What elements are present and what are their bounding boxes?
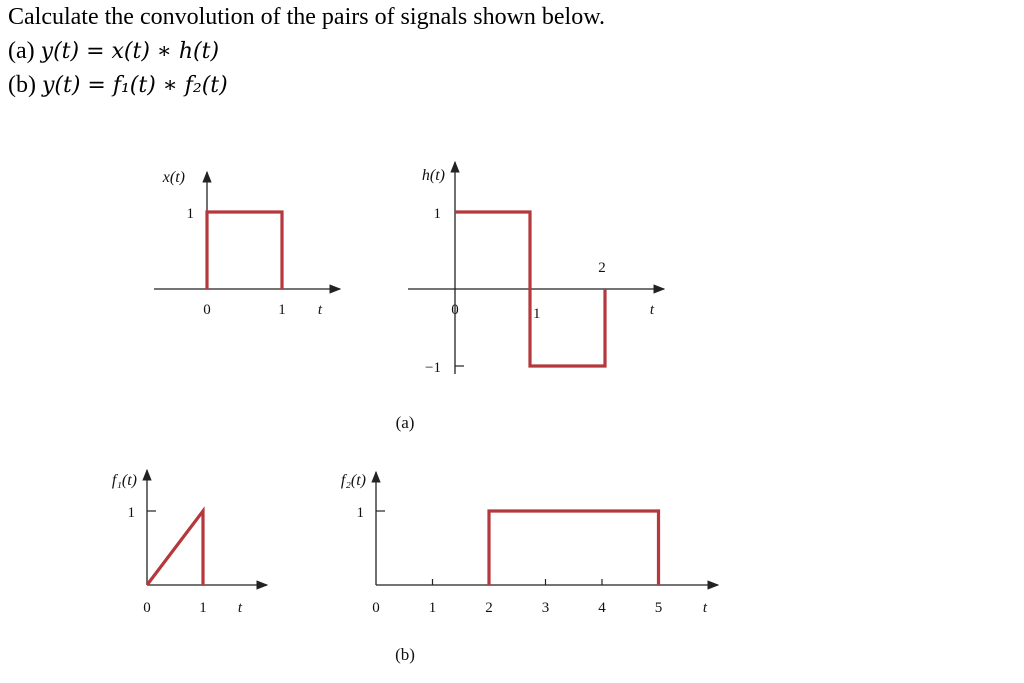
y-axis-label: f₁(t) xyxy=(111,472,137,489)
y-tick-label: 1 xyxy=(127,505,135,521)
part-a-equation: y(t) = x(t) ∗ h(t) xyxy=(40,39,220,64)
y-tick-label: −1 xyxy=(425,360,441,376)
x-axis-label: t xyxy=(237,600,243,616)
problem-prompt: Calculate the convolution of the pairs of signals shown below. xyxy=(8,4,605,30)
x-tick-label: 1 xyxy=(428,600,437,616)
signal-trace xyxy=(489,511,659,585)
part-b-equation: y(t) = f₁(t) ∗ f₂(t) xyxy=(41,73,228,98)
part-b-label: (b) xyxy=(8,72,36,98)
plot-f1 xyxy=(112,470,267,616)
x-tick-label: 2 xyxy=(485,600,493,616)
signal-trace xyxy=(207,212,282,289)
x-tick-label: 0 xyxy=(143,600,151,616)
x-tick-label: 0 xyxy=(451,302,459,318)
x-axis-label: t xyxy=(317,302,323,318)
y-axis-label: x(t) xyxy=(162,169,185,186)
y-axis-label: f₂(t) xyxy=(340,472,366,489)
y-tick-label: 1 xyxy=(356,505,364,521)
plot-x xyxy=(154,169,340,318)
x-tick-label: 1 xyxy=(199,600,207,616)
caption-a: (a) xyxy=(395,413,415,432)
x-tick-label: 3 xyxy=(541,600,550,616)
x-tick-label: 0 xyxy=(372,600,380,616)
caption-b: (b) xyxy=(395,645,415,664)
plot-f2 xyxy=(341,472,718,616)
x-axis-label: t xyxy=(702,600,708,616)
x-tick-label: 1 xyxy=(533,306,541,322)
x-tick-label: 5 xyxy=(654,600,663,616)
signal-trace xyxy=(147,511,203,585)
x-tick-label: 1 xyxy=(278,302,286,318)
x-tick-label: 2 xyxy=(598,260,606,276)
plot-h xyxy=(408,162,664,376)
y-tick-label: 1 xyxy=(433,206,441,222)
x-axis-label: t xyxy=(649,302,655,318)
x-tick-label: 0 xyxy=(203,302,211,318)
x-tick-label: 4 xyxy=(598,600,606,616)
part-a-label: (a) xyxy=(8,38,35,64)
y-axis-label: h(t) xyxy=(421,167,445,184)
y-tick-label: 1 xyxy=(186,206,194,222)
